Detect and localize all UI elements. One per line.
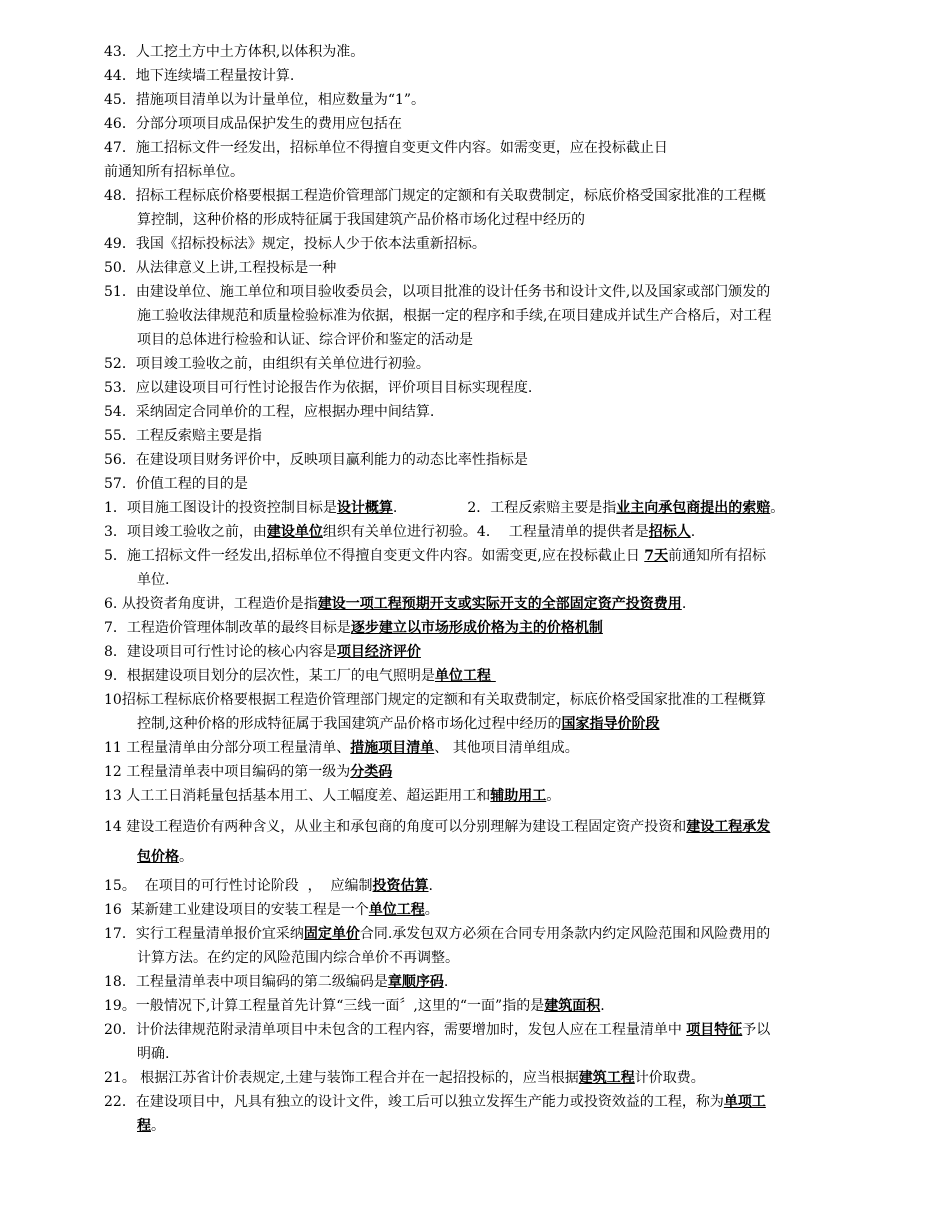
item-number: 49．: [104, 236, 136, 252]
item-text: 工程反索赔主要是指: [135, 428, 262, 444]
item-text: .: [428, 878, 433, 894]
item-text: 在项目的可行性讨论阶段 ， 应编制: [135, 878, 373, 894]
item-text: 项目竣工验收之前，由组织有关单位进行初验。: [135, 356, 430, 372]
item-text: 。: [179, 849, 193, 865]
answer-text: 单项工: [723, 1094, 766, 1110]
question-44: [104, 64, 890, 88]
item-number: 18．: [104, 974, 136, 990]
answer-text: 业主向承包商提出的索赔: [616, 500, 771, 516]
item-number: 13: [104, 788, 127, 804]
answer-11: [104, 736, 890, 760]
item-number: 12: [104, 764, 127, 780]
question-51: [104, 280, 890, 304]
answer-8: [104, 640, 890, 664]
item-number: 47．: [104, 140, 136, 156]
item-number: 6.: [104, 596, 122, 612]
answer-20: [104, 1018, 890, 1042]
question-46: [104, 112, 890, 136]
item-text: 工程量清单表中项目编码的第一级为: [126, 764, 351, 780]
item-text: 在建设项目中，凡具有独立的设计文件，竣工后可以独立发挥生产能力或投资效益的工程，称为: [135, 1094, 724, 1110]
spacer: [397, 496, 467, 520]
question-48-continuation: 算控制，这种价格的形成特征属于我国建筑产品价格市场化过程中经历的: [137, 212, 585, 228]
question-57: [104, 472, 890, 496]
item-text: 工程量清单表中项目编码的第二级编码是: [135, 974, 388, 990]
item-text: .: [443, 974, 449, 990]
item-number: 55．: [104, 428, 136, 444]
question-53: [104, 376, 890, 400]
item-number: 15。: [104, 878, 136, 894]
item-number: 7．: [104, 620, 127, 636]
answer-6: [104, 592, 890, 616]
question-51-continuation: 项目的总体进行检验和认证、综合评价和鉴定的活动是: [137, 332, 473, 348]
answer-5-continuation: 单位.: [137, 572, 170, 588]
item-text: 计价取费。: [634, 1070, 705, 1086]
question-52: [104, 352, 890, 376]
question-47-continuation: 前通知所有招标单位。: [104, 164, 244, 180]
item-text: 予以: [742, 1022, 771, 1038]
item-text: 计价法律规范附录清单项目中未包含的工程内容，需要增加时，发包人应在工程量清单中: [135, 1022, 687, 1038]
item-text: 地下连续墙工程量按计算.: [135, 68, 295, 84]
item-text: 人工工日消耗量包括基本用工、人工幅度差、超运距用工和: [126, 788, 491, 804]
item-text: 采纳固定合同单价的工程，应根据办理中间结算.: [135, 404, 435, 420]
item-text: 工程量清单的提供者是: [499, 524, 649, 540]
answer-text: 章顺序码: [387, 974, 444, 990]
item-number: 17．: [104, 926, 136, 942]
answer-12: [104, 760, 890, 784]
answer-17-continuation: 计算方法。在约定的风险范围内综合单价不再调整。: [137, 950, 459, 966]
item-text: 在建设项目财务评价中，反映项目赢利能力的动态比率性指标是: [135, 452, 528, 468]
item-text: 组织有关单位进行初验。: [322, 524, 477, 540]
item-text: 建设项目可行性讨论的核心内容是: [126, 644, 337, 660]
item-text: .: [392, 500, 398, 516]
item-number: 51．: [104, 284, 136, 300]
question-56: [104, 448, 890, 472]
item-number: 4．: [476, 524, 500, 540]
item-text: 项目竣工验收之前，由: [126, 524, 267, 540]
answer-22-continuation: [104, 1114, 890, 1138]
question-47: [104, 136, 890, 160]
answer-text: 国家指导价阶段: [561, 716, 660, 732]
item-number: 5．: [104, 548, 127, 564]
answer-text: 建设工程承发: [686, 819, 771, 835]
answer-10: [104, 688, 890, 712]
item-text: 招标工程标底价格要根据工程造价管理部门规定的定额和有关取费制定，标底价格受国家批准的工程概: [135, 188, 766, 204]
question-48: [104, 184, 890, 208]
answer-13: [104, 784, 890, 808]
item-text: 。: [151, 1118, 165, 1134]
item-number: 3．: [104, 524, 127, 540]
question-43: [104, 40, 890, 64]
question-45: [104, 88, 890, 112]
item-number: 43．: [104, 44, 136, 60]
answer-7: [104, 616, 890, 640]
item-number: 44．: [104, 68, 136, 84]
question-49: [104, 232, 890, 256]
item-text: 根据江苏省计价表规定,土建与装饰工程合并在一起招投标的，应当根据: [135, 1070, 579, 1086]
answer-14-continuation: [104, 842, 890, 872]
answer-1-2: [104, 496, 890, 520]
item-number: 20．: [104, 1022, 136, 1038]
item-number: 57．: [104, 476, 136, 492]
item-number: 46．: [104, 116, 136, 132]
answer-text: 招标人: [648, 524, 691, 540]
item-number: 19。: [104, 998, 136, 1014]
item-number: 10: [104, 692, 122, 708]
item-text: 项目施工图设计的投资控制目标是: [126, 500, 337, 516]
item-text: 。: [770, 500, 785, 516]
item-text: 施工招标文件一经发出，招标单位不得擅自变更文件内容。如需变更，应在投标截止日: [135, 140, 668, 156]
item-number: 16: [104, 902, 131, 918]
answer-text: 建设单位: [266, 524, 323, 540]
answer-14: [104, 812, 890, 842]
item-number: 11: [104, 740, 127, 756]
item-text: 根据建设项目划分的层次性，某工厂的电气照明是: [126, 668, 435, 684]
answer-text: 分类码: [350, 764, 393, 780]
item-text: 实行工程量清单报价宜采纳: [135, 926, 304, 942]
item-text: 应以建设项目可行性讨论报告作为依据，评价项目目标实现程度.: [135, 380, 533, 396]
item-text: 合同.承发包双方必须在合同专用条款内约定风险范围和风险费用的: [359, 926, 771, 942]
item-text: .: [681, 596, 687, 612]
item-number: 9．: [104, 668, 127, 684]
answer-text: 建设一项工程预期开支或实际开支的全部固定资产投资费用: [317, 596, 682, 612]
item-text: 由建设单位、施工单位和项目验收委员会，以项目批准的设计任务书和设计文件,以及国家或部门颁发的: [135, 284, 771, 300]
item-text: 从投资者角度讲，工程造价是指: [121, 596, 318, 612]
item-number: 50．: [104, 260, 136, 276]
item-number: 22．: [104, 1094, 136, 1110]
item-number: 21。: [104, 1070, 136, 1086]
answer-text: 项目特征: [686, 1022, 743, 1038]
answer-19: [104, 994, 890, 1018]
item-text: 工程造价管理体制改革的最终目标是: [126, 620, 351, 636]
item-text: 分部分项项目成品保护发生的费用应包括在: [135, 116, 402, 132]
question-50: [104, 256, 890, 280]
item-text: 人工挖土方中土方体积,以体积为准。: [135, 44, 365, 60]
answer-text: 辅助用工: [490, 788, 547, 804]
item-text: 前通知所有招标: [668, 548, 767, 564]
answer-text: 投资估算: [372, 878, 429, 894]
answer-17: [104, 922, 890, 946]
item-text: .: [600, 998, 605, 1014]
question-54: [104, 400, 890, 424]
item-number: 8．: [104, 644, 127, 660]
answer-text: 措施项目清单: [350, 740, 435, 756]
item-number: 14: [104, 819, 127, 835]
item-number: 45．: [104, 92, 136, 108]
question-51-continuation: 施工验收法律规范和质量检验标准为依据，根据一定的程序和手续,在项目建成并试生产合格后，对工程: [137, 308, 772, 324]
item-text: 工程反索赔主要是指: [490, 500, 617, 516]
item-number: 2．: [467, 500, 491, 516]
answer-9: [104, 664, 890, 688]
answer-16: [104, 898, 890, 922]
item-text: 。: [424, 902, 439, 918]
answer-text: 程: [137, 1118, 151, 1134]
question-55: [104, 424, 890, 448]
answer-text: 逐步建立以市场形成价格为主的价格机制: [350, 620, 603, 636]
item-text: 措施项目清单以为计量单位，相应数量为“1”。: [135, 92, 426, 108]
answer-15: [104, 874, 890, 898]
answer-text: 项目经济评价: [336, 644, 421, 660]
item-text: 从法律意义上讲,工程投标是一种: [135, 260, 337, 276]
item-number: 54．: [104, 404, 136, 420]
answer-text: 建筑工程: [578, 1070, 635, 1086]
answer-text: 设计概算: [336, 500, 393, 516]
answer-text: 单位工程: [368, 902, 425, 918]
item-number: 48．: [104, 188, 136, 204]
item-text: 某新建工业建设项目的安装工程是一个: [130, 902, 369, 918]
answer-text: 单位工程: [434, 668, 496, 684]
item-text: 施工招标文件一经发出,招标单位不得擅自变更文件内容。如需变更,应在投标截止日: [126, 548, 645, 564]
item-text: 一般情况下,计算工程量首先计算“三线一面〞,这里的“一面”指的是: [135, 998, 545, 1014]
answer-text: 固定单价: [303, 926, 360, 942]
item-text: .: [690, 524, 696, 540]
item-text: 。: [546, 788, 561, 804]
item-text: 控制,这种价格的形成特征属于我国建筑产品价格市场化过程中经历的: [137, 716, 562, 732]
answer-5: [104, 544, 890, 568]
item-number: 52．: [104, 356, 136, 372]
answer-text: 建筑面积: [544, 998, 601, 1014]
answer-22: [104, 1090, 890, 1114]
item-text: 价值工程的目的是: [135, 476, 248, 492]
item-text: 我国《招标投标法》规定，投标人少于依本法重新招标。: [135, 236, 486, 252]
document-page: [104, 40, 890, 1138]
answer-10-continuation: [104, 712, 890, 736]
item-text: 、 其他项目清单组成。: [434, 740, 579, 756]
answer-20-continuation: 明确.: [137, 1046, 170, 1062]
item-number: 53．: [104, 380, 136, 396]
item-text: 工程量清单由分部分项工程量清单、: [126, 740, 351, 756]
item-text: 建设工程造价有两种含义，从业主和承包商的角度可以分别理解为建设工程固定资产投资和: [126, 819, 687, 835]
answer-3-4: [104, 520, 890, 544]
answer-21: [104, 1066, 890, 1090]
item-number: 1．: [104, 500, 127, 516]
answer-text: 7天: [644, 548, 669, 564]
answer-18: [104, 970, 890, 994]
answer-text: 包价格: [137, 849, 179, 865]
item-number: 56．: [104, 452, 136, 468]
item-text: 招标工程标底价格要根据工程造价管理部门规定的定额和有关取费制定，标底价格受国家批准的工程概算: [121, 692, 766, 708]
